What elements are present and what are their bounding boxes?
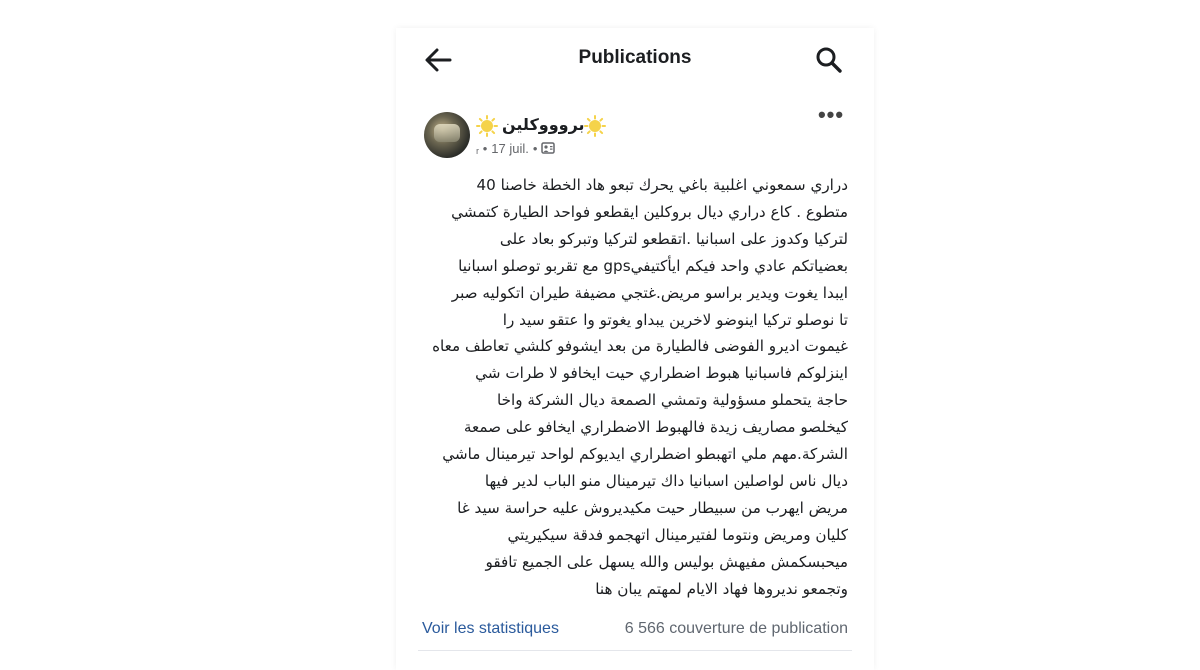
sun-emoji-icon <box>584 115 606 137</box>
post-line: كيخلصو مصاريف زيدة فالهبوط الاضطراري ايخافو على صمعة <box>463 418 848 437</box>
post-line: ديال ناس لواصلين اسبانيا داك تيرمينال منو الباب لدير فيها <box>484 471 848 490</box>
meta-prefix: ᵣ • <box>476 140 488 156</box>
post-line: كليان ومريض ونتوما لفتيرمينال اتهجمو فدقة سيكيريتي <box>507 525 848 544</box>
divider <box>418 650 852 651</box>
post-line: الشركة.مهم ملي اتهبطو اضطراري ايديوكم لواحد تيرمينال ماشي <box>442 445 848 464</box>
post-line: تا نوصلو تركيا اينوضو لاخرين يبداو يغوتو وا عتقو سيد را <box>502 310 848 329</box>
search-button[interactable] <box>814 45 844 75</box>
post-author <box>476 112 776 142</box>
post-line: ايبدا يغوت ويدير براسو مريض.غتجي مضيفة طيران اتكوليه صبر <box>451 283 848 302</box>
more-options-button[interactable] <box>816 102 846 128</box>
post-line: وتجمعو نديروها فهاد الايام لمهتم يبان هنا <box>595 579 848 598</box>
post-line: ميحبسكمش مفيهش بوليس والله يسهل على الجميع تافقو <box>485 552 848 571</box>
post-line: دراري سمعوني اغلبية باغي يحرك تبعو هاد الخطة خاصنا 40 <box>476 176 848 194</box>
post-line: بعضياتكم عادي واحد فيكم ايأكتيفيgps مع تقربو توصلو اسبانيا <box>458 256 848 275</box>
post-line: مريض ايهرب من سبيطار حيت مكيديروش عليه حراسة سيد غا <box>457 498 848 517</box>
post-date[interactable]: 17 juil. <box>491 140 529 156</box>
author-name[interactable]: بروووكلين <box>502 115 585 134</box>
view-statistics-link[interactable]: Voir les statistiques <box>422 620 559 637</box>
search-icon <box>814 45 844 75</box>
group-icon <box>541 141 555 155</box>
top-app-bar <box>396 28 874 90</box>
post-text <box>424 172 848 603</box>
post-line: متطوع . كاع دراري ديال بروكلين ايقطعو فواحد الطيارة كتمشي <box>451 202 848 221</box>
phone-screen <box>396 28 874 670</box>
post-line: لتركيا وكدوز على اسبانيا .اتقطعو لتركيا وتبركو بعاد على <box>499 229 848 248</box>
post-reach-count: 6 566 couverture de publication <box>624 620 848 637</box>
avatar-image-detail <box>434 124 460 142</box>
post-meta <box>476 139 555 157</box>
post-footer <box>396 616 874 646</box>
meta-separator: • <box>532 140 538 156</box>
more-options-icon: ••• <box>817 102 845 127</box>
page-title: Publications <box>578 47 692 68</box>
post-line: حاجة يتحملو مسؤولية وتمشي الصمعة ديال الشركة واخا <box>496 391 848 410</box>
sun-emoji-icon <box>476 115 498 137</box>
author-avatar[interactable] <box>424 112 470 158</box>
post-line: غيموت اديرو الفوضى فالطيارة من بعد ايشوفو كلشي تعاطف معاه <box>432 337 848 356</box>
post-line: اينزلوكم فاسبانيا هبوط اضطراري حيت ايخافو لا طرات شي <box>475 364 848 383</box>
